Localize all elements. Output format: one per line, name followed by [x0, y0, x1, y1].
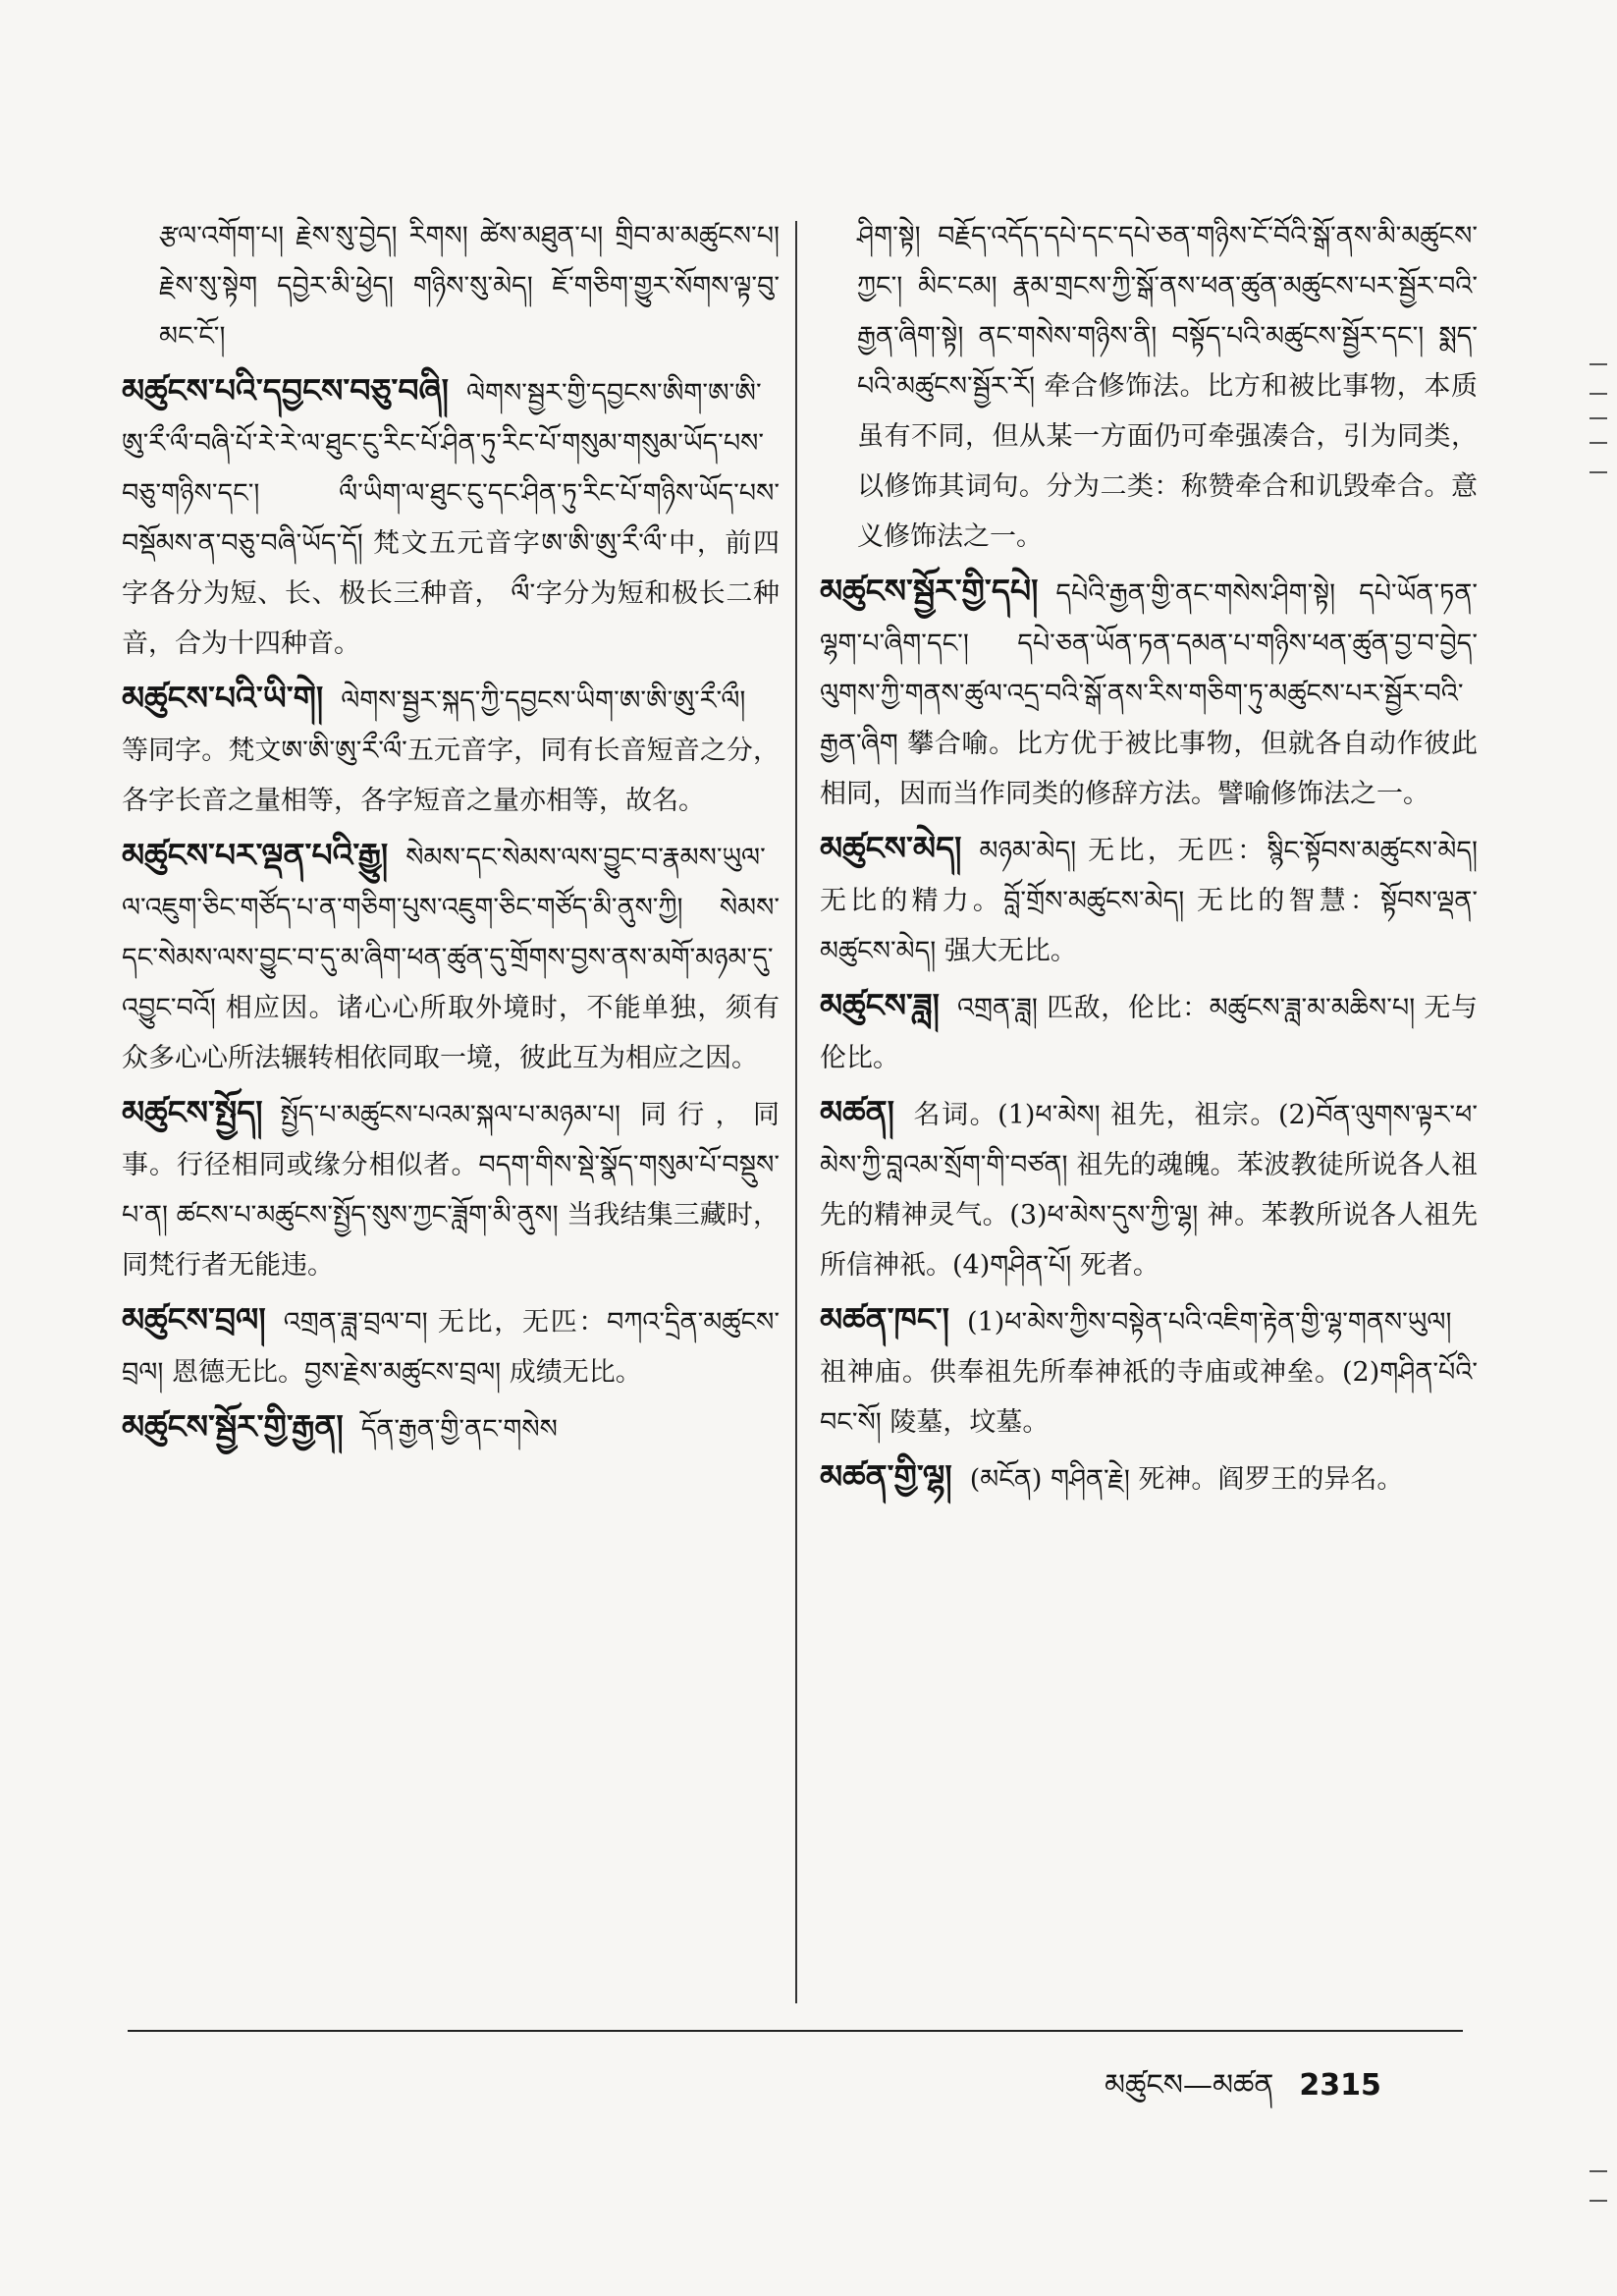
left-column	[122, 211, 780, 1458]
dictionary-entry	[122, 365, 780, 669]
entry-headword: མཚུངས་པའི་ཡི་གེ།	[122, 679, 324, 717]
entry-definition: སྤྱོད་པ་མཚུངས་པའམ་སྐལ་པ་མཉམ་པ། 同行，同事。行径相同或缘分相似者。བདག་གིས་སྡེ་སྣོད་གསུམ་པོ་བསྡུས་པ་ན། ཚངས་པ་མཚུངས་སྤྱོད་སུས་ཀྱང་ཟློག་མི་ནུས། 当我结集三藏时，同梵行者无能违。	[122, 1100, 780, 1281]
entry-definition: འགྲན་ཟླ། 匹敌，伦比：མཚུངས་ཟླ་མ་མཆིས་པ། 无与伦比。	[820, 993, 1478, 1073]
entry-definition: འགྲན་ཟླ་བྲལ་བ། 无比，无匹：བཀའ་དྲིན་མཚུངས་བྲལ། 恩德无比。བྱས་རྗེས་མཚུངས་བྲལ། 成绩无比。	[122, 1307, 780, 1388]
entry-headword: མཚུངས་སྦྱོར་གྱི་རྒྱན།	[122, 1407, 344, 1446]
entry-headword: མཚུངས་ཟླ།	[820, 986, 941, 1024]
scan-edge-marks	[1586, 324, 1607, 2239]
dictionary-entry	[122, 673, 780, 826]
entry-definition: 名词。(1)ཕ་མེས། 祖先，祖宗。(2)བོན་ལུགས་ལྟར་ཕ་མེས་ཀྱི་བླའམ་སྲོག་གི་བཙན། 祖先的魂魄。苯波教徒所说各人祖先的精神灵气。(3)ཕ་མེས་དུས་ཀྱི་ལྷ། 神。苯教所说各人祖先所信神祇。(4)གཤིན་པོ། 死者。	[820, 1100, 1478, 1281]
page-footer	[1105, 2052, 1381, 2135]
entry-headword: མཚུངས་སྦྱོར་གྱི་དཔེ།	[820, 572, 1039, 610]
guide-words: མཚུངས—མཚན	[1105, 2068, 1274, 2103]
dictionary-entry	[820, 566, 1478, 819]
dictionary-entry	[122, 830, 780, 1083]
entry-definition: དོན་རྒྱན་གྱི་ནང་གསེས	[360, 1414, 558, 1445]
entry-headword: མཚུངས་བྲལ།	[122, 1300, 266, 1339]
entry-headword: མཚན་ཁང་།	[820, 1300, 949, 1339]
entry-headword: མཚན་གྱི་ལྷ།	[820, 1457, 952, 1496]
dictionary-entry	[820, 1087, 1478, 1290]
dictionary-entry	[820, 211, 1478, 562]
page-number: 2315	[1299, 2068, 1381, 2103]
entry-definition: ལེགས་སྦྱར་སྐད་ཀྱི་དབྱངས་ཡིག་ཨ་ཨི་ཨུ་ཪྀ་ལྀ། 等同字。梵文ཨ་ཨི་ཨུ་ཪྀ་ལྀ་五元音字，同有长音短音之分，各字长音之量相等，各字短音之量亦相等，故名。	[122, 685, 780, 816]
entry-definition: རྩལ་འགོག་པ། རྗེས་སུ་བྱེད། རིགས། ཚེས་མཐུན་པ། གྲིབ་མ་མཚུངས་པ། རྗེས་སུ་སྟེག དབྱེར་མི་ཕྱེད། གཉིས་སུ་མེད། ཇོ་གཅིག་གྱུར་སོགས་ལྟ་བུ་མང་ངོ་།	[159, 221, 780, 352]
dictionary-entry	[820, 1451, 1478, 1504]
entry-definition: མཉམ་མེད། 无比，无匹：སྙིང་སྟོབས་མཚུངས་མེད། 无比的精力。བློ་གྲོས་མཚུངས་མེད། 无比的智慧：སྟོབས་ལྡན་མཚུངས་མེད། 强大无比。	[820, 836, 1478, 966]
entry-definition: (1)ཕ་མེས་ཀྱིས་བསྟེན་པའི་འཇིག་རྟེན་གྱི་ལྷ་གནས་ཡུལ། 祖神庙。供奉祖先所奉神祇的寺庙或神垒。(2)གཤིན་པོའི་བང་སོ། 陵墓，坟墓。	[820, 1307, 1478, 1438]
dictionary-entry	[820, 1294, 1478, 1448]
dictionary-entry	[820, 823, 1478, 976]
entry-definition: (མངོན) གཤིན་རྗེ། 死神。阎罗王的异名。	[969, 1464, 1404, 1495]
entry-headword: མཚུངས་པའི་དབྱངས་བཅུ་བཞི།	[122, 371, 449, 410]
dictionary-entry	[122, 1294, 780, 1397]
entry-definition: སེམས་དང་སེམས་ལས་བྱུང་བ་རྣམས་ཡུལ་ལ་འཇུག་ཅིང་གཙོད་པ་ན་གཅིག་པུས་འཇུག་ཅིང་གཙོད་མི་ནུས་ཀྱི། སེམས་དང་སེམས་ལས་བྱུང་བ་དུ་མ་ཞིག་ཕན་ཚུན་དུ་གྲོགས་བྱས་ནས་མགོ་མཉམ་དུ་འབྱུང་བའོ། 相应因。诸心心所取外境时，不能单独，须有众多心心所法辗转相依同取一境，彼此互为相应之因。	[122, 843, 780, 1073]
entry-headword: མཚུངས་མེད།	[820, 829, 962, 867]
dictionary-entry	[122, 1401, 780, 1454]
entry-headword: མཚན།	[820, 1093, 894, 1131]
entry-definition: ཤིག་སྟེ། བརྗོད་འདོད་དཔེ་དང་དཔེ་ཅན་གཉིས་ངོ་བོའི་སྒོ་ནས་མི་མཚུངས་ཀྱང་། མིང་ངམ། རྣམ་གྲངས་ཀྱི་སྒོ་ནས་ཕན་ཚུན་མཚུངས་པར་སྦྱོར་བའི་རྒྱན་ཞིག་སྟེ། ནང་གསེས་གཉིས་ནི། བསྟོད་པའི་མཚུངས་སྦྱོར་དང་། སྨད་པའི་མཚུངས་སྦྱོར་རོ། 牵合修饰法。比方和被比事物，本质虽有不同，但从某一方面仍可牵强凑合，引为同类，以修饰其词句。分为二类：称赞牵合和讥毁牵合。意义修饰法之一。	[857, 221, 1478, 552]
dictionary-entry	[122, 1087, 780, 1290]
dictionary-entry	[122, 211, 780, 361]
footer-rule	[128, 2030, 1463, 2032]
entry-headword: མཚུངས་སྤྱོད།	[122, 1093, 263, 1131]
right-column	[820, 211, 1478, 1508]
entry-definition: ལེགས་སྦྱར་གྱི་དབྱངས་ཨིག་ཨ་ཨི་ཨུ་ཪྀ་ལྀ་བཞི་པོ་རེ་རེ་ལ་ཐུང་ངུ་རིང་པོ་ཤིན་ཏུ་རིང་པོ་གསུམ་གསུམ་ཡོད་པས་བཅུ་གཉིས་དང་། ལྀ་ཡིག་ལ་ཐུང་ངུ་དང་ཤིན་ཏུ་རིང་པོ་གཉིས་ཡོད་པས་བསྡོམས་ན་བཅུ་བཞི་ཡོད་དོ། 梵文五元音字ཨ་ཨི་ཨུ་ཪྀ་ལྀ་中，前四字各分为短、长、极长三种音， ལྀ་字分为短和极长二种音，合为十四种音。	[122, 378, 780, 659]
entry-headword: མཚུངས་པར་ལྡན་པའི་རྒྱུ།	[122, 836, 389, 874]
column-divider	[795, 221, 797, 2003]
entry-definition: དཔེའི་རྒྱན་གྱི་ནང་གསེས་ཤིག་སྟེ། དཔེ་ཡོན་ཏན་ལྷག་པ་ཞིག་དང་། དཔེ་ཅན་ཡོན་ཏན་དམན་པ་གཉིས་ཕན་ཚུན་བྱ་བ་བྱེད་ལུགས་ཀྱི་གནས་ཚུལ་འདྲ་བའི་སྒོ་ནས་རིས་གཅིག་ཏུ་མཚུངས་པར་སྦྱོར་བའི་རྒྱན་ཞིག 攀合喻。比方优于被比事物，但就各自动作彼此相同，因而当作同类的修辞方法。譬喻修饰法之一。	[820, 578, 1478, 809]
dictionary-entry	[820, 980, 1478, 1083]
